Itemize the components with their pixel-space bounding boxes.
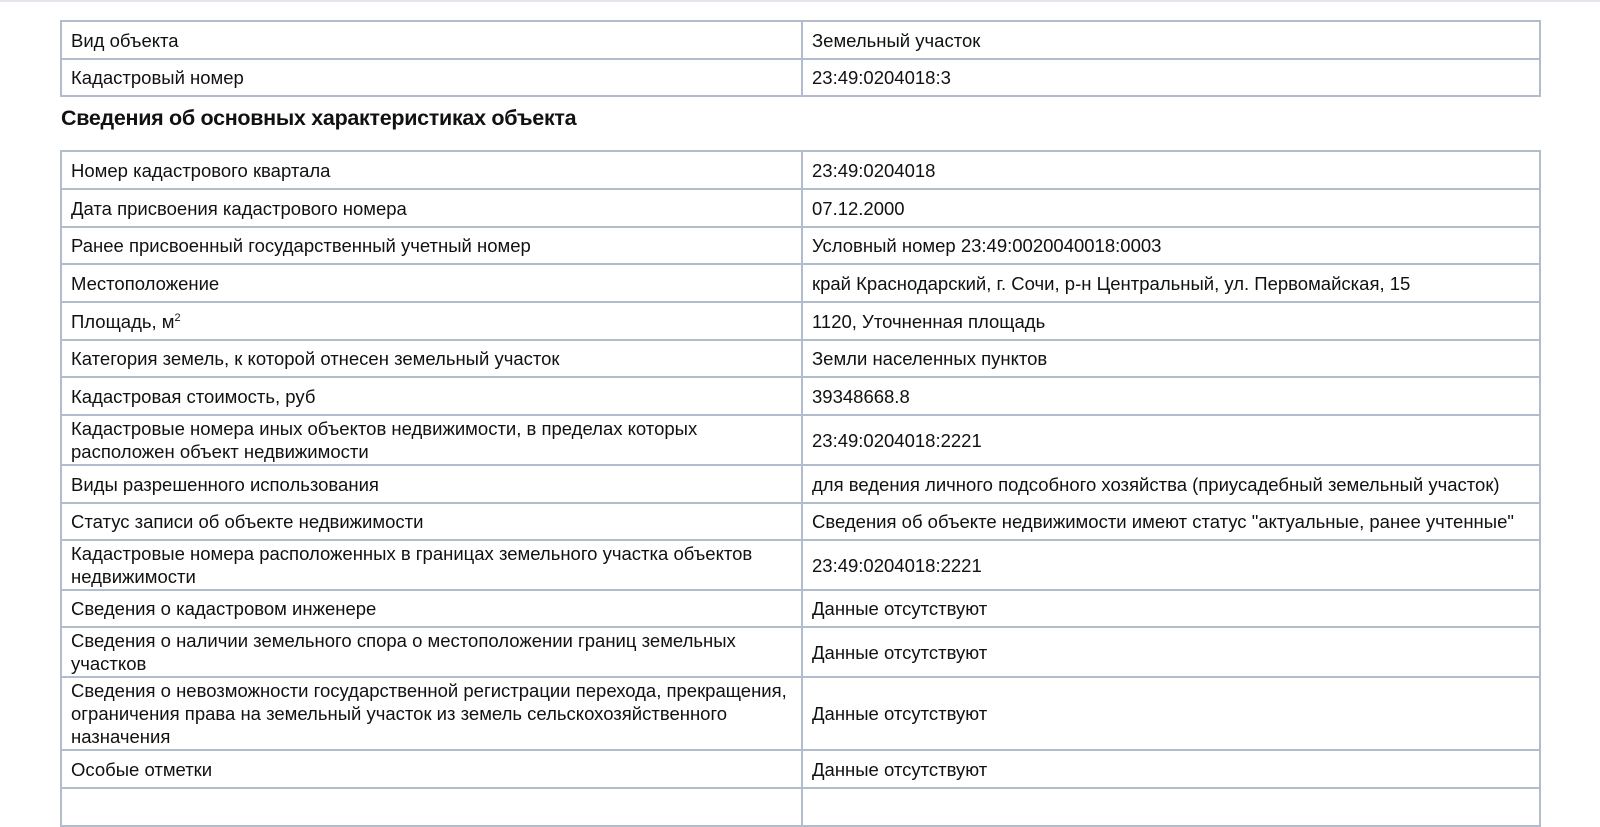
table-row	[61, 21, 1540, 59]
table-row	[61, 59, 1540, 96]
row-value: Земли населенных пунктов	[802, 340, 1540, 377]
row-value: Земельный участок	[802, 21, 1540, 59]
row-label: Ранее присвоенный государственный учетный номер	[61, 227, 802, 264]
row-value: 39348668.8	[802, 377, 1540, 415]
characteristics-table	[60, 150, 1541, 827]
row-value: 07.12.2000	[802, 189, 1540, 227]
row-label: Вид объекта	[61, 21, 802, 59]
row-label: Кадастровая стоимость, руб	[61, 377, 802, 415]
row-value: Данные отсутствуют	[802, 750, 1540, 788]
table-row	[61, 189, 1540, 227]
row-label: Кадастровые номера расположенных в границах земельного участка объектов недвижимости	[61, 540, 802, 590]
table-row	[61, 788, 1540, 826]
table-row	[61, 590, 1540, 627]
row-label: Виды разрешенного использования	[61, 465, 802, 503]
row-label: Особые отметки	[61, 750, 802, 788]
table-row	[61, 302, 1540, 340]
row-label: Сведения о кадастровом инженере	[61, 590, 802, 627]
row-label: Кадастровые номера иных объектов недвижимости, в пределах которых расположен объект недвижимости	[61, 415, 802, 465]
table-row	[61, 750, 1540, 788]
section-title: Сведения об основных характеристиках объекта	[61, 106, 577, 130]
row-label	[61, 302, 802, 340]
row-label: Дата присвоения кадастрового номера	[61, 189, 802, 227]
table-row	[61, 151, 1540, 189]
table-row	[61, 340, 1540, 377]
row-label	[61, 788, 802, 826]
row-label: Номер кадастрового квартала	[61, 151, 802, 189]
row-value: Данные отсутствуют	[802, 627, 1540, 677]
row-value: Данные отсутствуют	[802, 677, 1540, 750]
table-row	[61, 264, 1540, 302]
area-label-text: Площадь, м	[71, 310, 175, 332]
table-row	[61, 503, 1540, 540]
row-value: 1120, Уточненная площадь	[802, 302, 1540, 340]
row-value: 23:49:0204018:2221	[802, 540, 1540, 590]
row-label: Местоположение	[61, 264, 802, 302]
table-row	[61, 540, 1540, 590]
top-divider	[0, 0, 1600, 2]
table-row	[61, 415, 1540, 465]
table-row	[61, 677, 1540, 750]
table-row	[61, 627, 1540, 677]
row-value: Сведения об объекте недвижимости имеют статус "актуальные, ранее учтенные"	[802, 503, 1540, 540]
row-value: для ведения личного подсобного хозяйства (приусадебный земельный участок)	[802, 465, 1540, 503]
table-row	[61, 465, 1540, 503]
row-value: Данные отсутствуют	[802, 590, 1540, 627]
row-value: 23:49:0204018	[802, 151, 1540, 189]
area-unit-superscript: 2	[174, 311, 181, 324]
row-value	[802, 788, 1540, 826]
table-row	[61, 227, 1540, 264]
row-value: край Краснодарский, г. Сочи, р-н Центральный, ул. Первомайская, 15	[802, 264, 1540, 302]
row-label: Кадастровый номер	[61, 59, 802, 96]
row-label: Категория земель, к которой отнесен земельный участок	[61, 340, 802, 377]
row-label: Сведения о невозможности государственной регистрации перехода, прекращения, ограничения права на земельный участок из земель сельскохозяйственного назначения	[61, 677, 802, 750]
row-value: 23:49:0204018:3	[802, 59, 1540, 96]
row-label: Сведения о наличии земельного спора о местоположении границ земельных участков	[61, 627, 802, 677]
table-row	[61, 377, 1540, 415]
row-value: 23:49:0204018:2221	[802, 415, 1540, 465]
row-value: Условный номер 23:49:0020040018:0003	[802, 227, 1540, 264]
object-identity-table	[60, 20, 1541, 97]
row-label: Статус записи об объекте недвижимости	[61, 503, 802, 540]
